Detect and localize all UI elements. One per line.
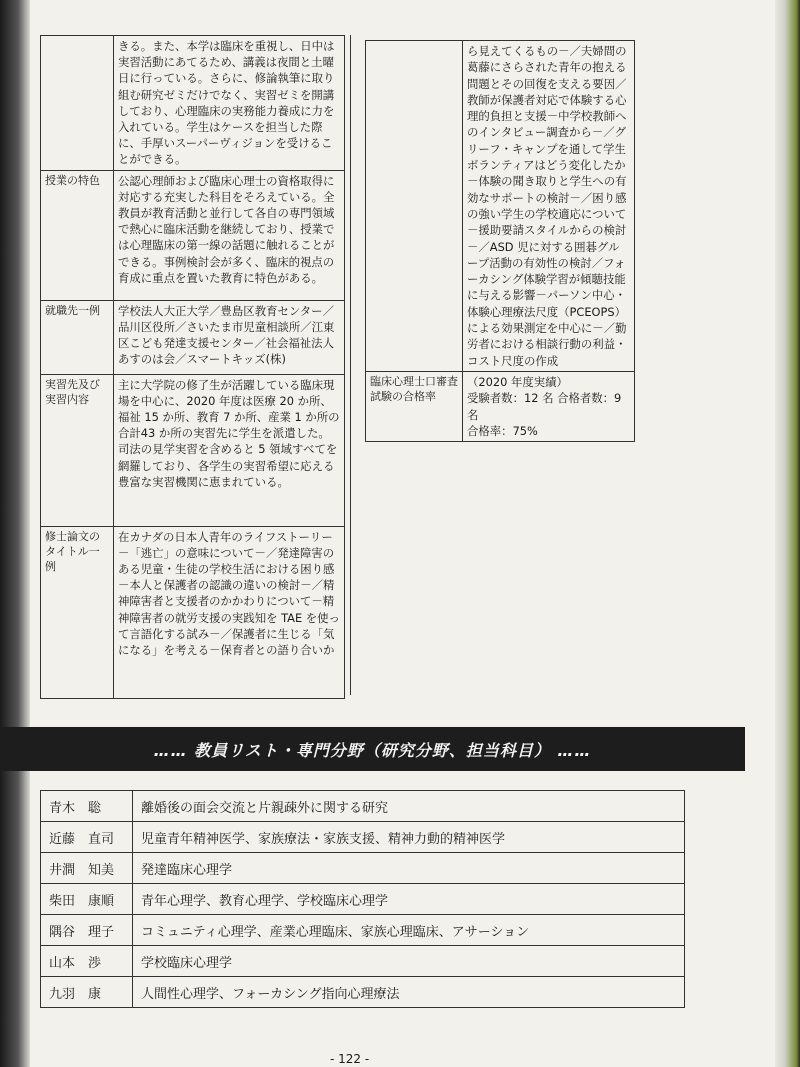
table-row bbox=[41, 791, 685, 822]
faculty-field: 人間性心理学、フォーカシング指向心理療法 bbox=[133, 977, 685, 1008]
table-row bbox=[41, 170, 345, 300]
table-row bbox=[366, 41, 635, 372]
faculty-section-banner: …… 教員リスト・専門分野（研究分野、担当科目） …… bbox=[0, 727, 745, 771]
program-info-table-right bbox=[365, 40, 635, 442]
page-edge bbox=[775, 0, 800, 1067]
table-row bbox=[41, 374, 345, 526]
faculty-field: 学校臨床心理学 bbox=[133, 946, 685, 977]
faculty-field: 児童青年精神医学、家族療法・家族支援、精神力動的精神医学 bbox=[133, 822, 685, 853]
pass-rate-value: 合格率：75% bbox=[467, 423, 538, 438]
faculty-field: 離婚後の面会交流と片親疎外に関する研究 bbox=[133, 791, 685, 822]
table-row bbox=[41, 853, 685, 884]
table-row bbox=[41, 822, 685, 853]
page-number: - 122 - bbox=[330, 1052, 370, 1066]
table-row bbox=[41, 884, 685, 915]
faculty-name: 九羽 康 bbox=[41, 977, 133, 1008]
faculty-field: 発達臨床心理学 bbox=[133, 853, 685, 884]
row-content bbox=[463, 371, 635, 441]
table-row bbox=[41, 300, 345, 374]
program-info-table-left bbox=[40, 35, 345, 699]
row-header: 就職先一例 bbox=[41, 300, 114, 374]
row-content: 学校法人大正大学／豊島区教育センター／品川区役所／さいたま市児童相談所／江東区こども発達支援センター／社会福祉法人あすのは会／スマートキッズ(株) bbox=[114, 300, 345, 374]
row-content: きる。また、本学は臨床を重視し、日中は実習活動にあてるため、講義は夜間と土曜日に行っている。さらに、修論執筆に取り組む研究ゼミだけでなく、実習ゼミを開講しており、心理臨床の実務能力養成に力を入れている。学生はケースを担当した際に、手厚いスーパーヴィジョンを受けることができる。 bbox=[114, 36, 345, 171]
row-content: 主に大学院の修了生が活躍している臨床現場を中心に、2020 年度は医療 20 か所、福祉 15 か所、教育 7 か所、産業 1 か所の合計43 か所の実習先に学生を派遣した。司法の見学実習を含めると 5 領域すべてを網羅しており、各学生の実習希望に応える豊富な実習機関に恵まれている。 bbox=[114, 374, 345, 526]
faculty-field: コミュニティ心理学、産業心理臨床、家族心理臨床、アサーション bbox=[133, 915, 685, 946]
pass-rate-counts: 受験者数：12 名 合格者数：9 名 bbox=[467, 391, 622, 422]
table-row bbox=[41, 915, 685, 946]
row-header: 実習先及び実習内容 bbox=[41, 374, 114, 526]
faculty-name: 青木 聡 bbox=[41, 791, 133, 822]
row-header: 修士論文のタイトル一例 bbox=[41, 526, 114, 698]
row-header: 授業の特色 bbox=[41, 170, 114, 300]
faculty-field: 青年心理学、教育心理学、学校臨床心理学 bbox=[133, 884, 685, 915]
row-header: 臨床心理士口審査試験の合格率 bbox=[366, 371, 463, 441]
table-row bbox=[41, 946, 685, 977]
row-content: 公認心理師および臨床心理士の資格取得に対応する充実した科目をそろえている。全教員が教育活動と並行して各自の専門領域で熱心に臨床活動を継続しており、授業では心理臨床の第一線の話題に触れることができる。事例検討会が多く、臨床的視点の育成に重点を置いた教育に特色がある。 bbox=[114, 170, 345, 300]
table-row bbox=[41, 526, 345, 698]
faculty-name: 井澗 知美 bbox=[41, 853, 133, 884]
row-header bbox=[366, 41, 463, 372]
table-row bbox=[41, 36, 345, 171]
table-row bbox=[41, 977, 685, 1008]
pass-rate-year: （2020 年度実績） bbox=[467, 374, 568, 389]
faculty-table bbox=[40, 790, 685, 1008]
faculty-name: 近藤 直司 bbox=[41, 822, 133, 853]
row-content: 在カナダの日本人青年のライフストーリー－「逃亡」の意味について－／発達障害のある児童・生徒の学校生活における困り感－本人と保護者の認識の違いの検討－／精神障害者と支援者のかかわりについて－精神障害者の就労支援の実践知を TAE を使って言語化する試み－／保護者に生じる「気になる」を考える－保育者との語り合いか bbox=[114, 526, 345, 698]
faculty-name: 山本 渉 bbox=[41, 946, 133, 977]
row-content: ら見えてくるもの－／夫婦間の葛藤にさらされた青年の抱える問題とその回復を支える要因／教師が保護者対応で体験する心理的負担と支援－中学校教師へのインタビュー調査から－／グリーフ・キャンプを通して学生ボランティアはどう変化したか－体験の聞き取りと学生への有効なサポートの検討－／困り感の強い学生の学校適応について－援助要請スタイルからの検討－／ASD 児に対する囲碁グループ活動の有効性の検討／フォーカシング体験学習が傾聴技能に与える影響－パーソン中心・体験心理療法尺度（PCEOPS）による効果測定を中心に－／勤労者における相談行動の利益・コスト尺度の作成 bbox=[463, 41, 635, 372]
book-spine bbox=[0, 0, 30, 1067]
row-header bbox=[41, 36, 114, 171]
faculty-name: 隅谷 理子 bbox=[41, 915, 133, 946]
table-row bbox=[366, 371, 635, 441]
faculty-name: 柴田 康順 bbox=[41, 884, 133, 915]
